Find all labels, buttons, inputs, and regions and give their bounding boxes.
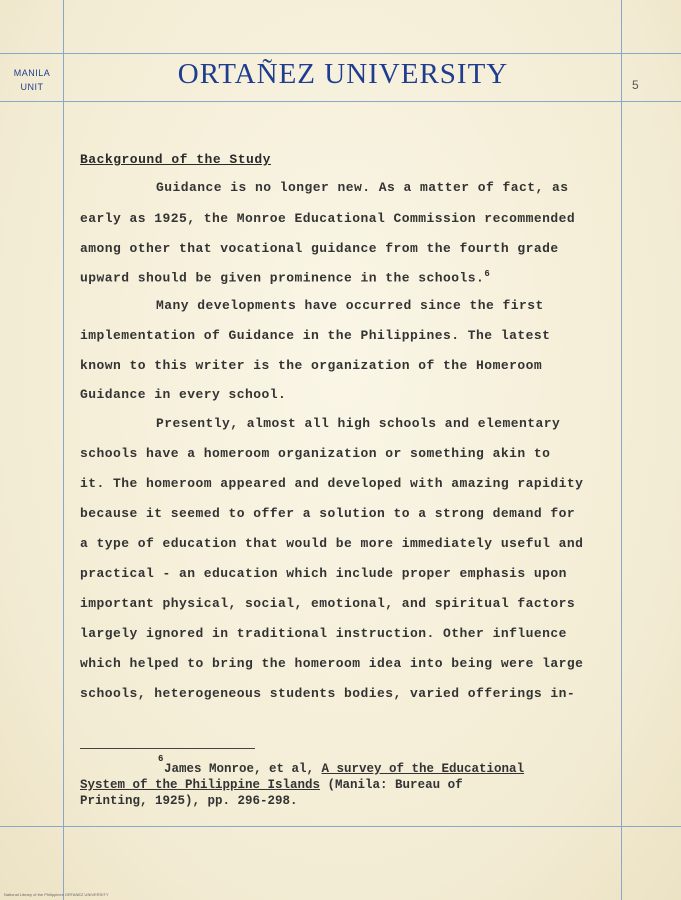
header-line-top <box>0 53 681 54</box>
body-line: which helped to bring the homeroom idea into being were large <box>80 656 584 671</box>
footer-line <box>0 826 681 827</box>
page-number: 5 <box>632 78 639 92</box>
body-line: a type of education that would be more immediately useful and <box>80 536 584 551</box>
margin-line-left <box>63 0 64 900</box>
footnote-mark: 6 <box>158 754 164 764</box>
unit-label <box>4 66 60 94</box>
footnote-line-1 <box>164 762 524 776</box>
footnote-publisher: (Manila: Bureau of <box>320 778 463 792</box>
body-line: because it seemed to offer a solution to a strong demand for <box>80 506 576 521</box>
body-line: practical - an education which include proper emphasis upon <box>80 566 567 581</box>
footnote-title-part1: A survey of the Educational <box>321 762 525 776</box>
unit-label-line1: MANILA <box>13 68 51 78</box>
body-line: among other that vocational guidance from the fourth grade <box>80 241 559 256</box>
body-line: Presently, almost all high schools and elementary <box>156 416 561 431</box>
body-line: known to this writer is the organization of the Homeroom <box>80 358 543 373</box>
footnote-title-part2: System of the Philippine Islands <box>80 778 321 792</box>
footnote-ref: 6 <box>484 269 491 279</box>
body-line: important physical, social, emotional, and spiritual factors <box>80 596 576 611</box>
body-line-text: upward should be given prominence in the schools. <box>80 270 485 286</box>
body-line: Many developments have occurred since the first <box>156 298 544 313</box>
body-line: Guidance is no longer new. As a matter of fact, as <box>156 180 569 195</box>
header-line-bottom <box>0 101 681 102</box>
body-line: it. The homeroom appeared and developed with amazing rapidity <box>80 476 584 491</box>
section-heading: Background of the Study <box>80 152 271 167</box>
page-title: ORTAÑEZ UNIVERSITY <box>177 58 509 90</box>
body-line-with-ref <box>80 269 490 285</box>
body-line: implementation of Guidance in the Philippines. The latest <box>80 328 551 343</box>
margin-line-right <box>621 0 622 900</box>
body-line: schools have a homeroom organization or something akin to <box>80 446 551 461</box>
unit-label-line2: UNIT <box>20 82 44 92</box>
archive-footer-id: National Library of the Philippines ORTANEZ UNIVERSITY <box>4 892 109 897</box>
body-line: Guidance in every school. <box>80 387 287 402</box>
body-line: schools, heterogeneous students bodies, varied offerings in- <box>80 686 576 701</box>
body-line: largely ignored in traditional instruction. Other influence <box>80 626 567 641</box>
footnote-line-2 <box>80 778 463 792</box>
footnote-line-3: Printing, 1925), pp. 296-298. <box>80 794 298 808</box>
footnote-rule <box>80 748 255 749</box>
body-line: early as 1925, the Monroe Educational Commission recommended <box>80 211 576 226</box>
footnote-author: James Monroe, et al, <box>164 762 322 776</box>
